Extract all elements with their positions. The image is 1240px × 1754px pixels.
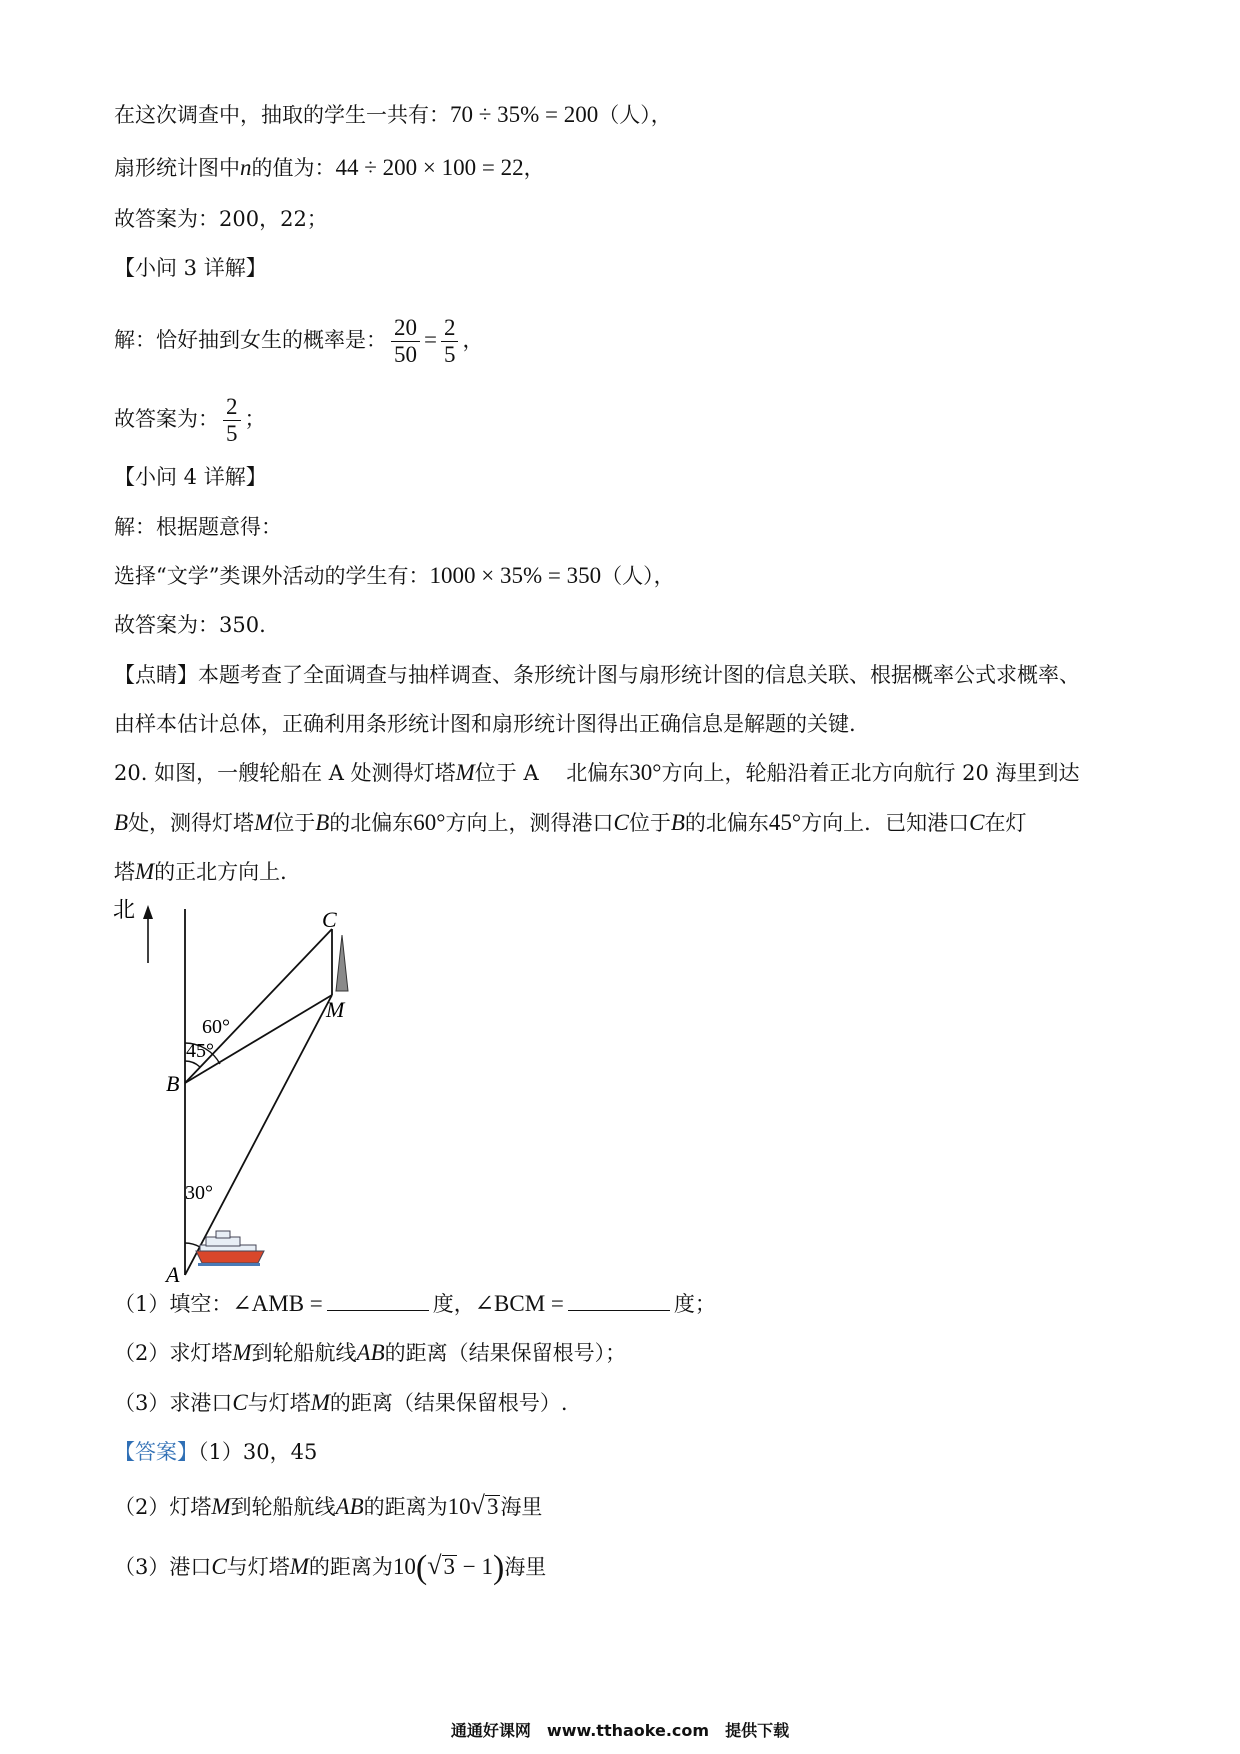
lighthouse-icon [336, 935, 348, 991]
answer-2: （2）灯塔M到轮船航线AB的距离为10√3海里 [114, 1491, 543, 1520]
question-3: （3）求港口C与灯塔M的距离（结果保留根号）. [114, 1390, 568, 1415]
north-arrow-icon [143, 905, 153, 919]
answer-blank-AMB[interactable] [327, 1290, 429, 1311]
answer-blank-BCM[interactable] [568, 1290, 670, 1311]
variable-n: n [240, 155, 252, 180]
line-comment-1: 【点睛】本题考查了全面调查与抽样调查、条形统计图与扇形统计图的信息关联、根据概率公式求概率、 [114, 663, 1080, 687]
fraction-2-5: $\frac{2}{5}$ [441, 315, 459, 368]
equation: 44 ÷ 200 × 100 = 22 [335, 155, 524, 180]
line-n-value: 扇形统计图中n的值为：44 ÷ 200 × 100 = 22， [114, 155, 545, 180]
line-BM [185, 995, 332, 1083]
sqrt-3: 3 [443, 1554, 455, 1579]
line-survey-total: 在这次调查中，抽取的学生一共有：70 ÷ 35% = 200（人）， [114, 102, 672, 127]
fraction-answer: $\frac{2}{5}$ [223, 394, 241, 447]
arc-30 [185, 1243, 200, 1247]
label-B: B [166, 1071, 180, 1096]
line-answer-2: 故答案为： $\frac{2}{5}$ ； [114, 394, 266, 446]
label-angle-45: 45° [186, 1040, 214, 1062]
section-heading-q3: 【小问 3 详解】 [114, 256, 267, 280]
sqrt-3: 3 [486, 1494, 499, 1519]
label-C: C [322, 907, 337, 932]
answer-1: 【答案】（1）30，45 [114, 1440, 318, 1464]
question-2: （2）求灯塔M到轮船航线AB的距离（结果保留根号）； [114, 1340, 627, 1365]
label-A: A [166, 1262, 180, 1283]
label-M: M [326, 997, 345, 1022]
fraction-20-50: $\frac{20}{50}$ [391, 315, 420, 368]
answer-tag: 【答案】 [114, 1440, 198, 1464]
equation: 70 ÷ 35% = 200 [450, 102, 599, 127]
line-answer-1: 故答案为：200，22； [114, 207, 328, 231]
north-label: 北 [113, 898, 136, 923]
line-comment-2: 由样本估计总体，正确利用条形统计图和扇形统计图得出正确信息是解题的关键. [114, 712, 856, 736]
problem-20-line-3: 塔M的正北方向上． [114, 859, 302, 884]
section-heading-q4: 【小问 4 详解】 [114, 465, 267, 489]
problem-20-line-1: 20. 如图，一艘轮船在 A 处测得灯塔M位于 A 北偏东30°方向上，轮船沿着正北方向航行 20 海里到达 [114, 760, 1080, 785]
label-angle-30: 30° [185, 1182, 213, 1204]
label-angle-60: 60° [202, 1016, 230, 1038]
problem-20-line-2: B处，测得灯塔M位于B的北偏东60°方向上，测得港口C位于B的北偏东45°方向上．已知港口C在灯 [114, 810, 1027, 835]
equation: 1000 × 35% = 350 [429, 563, 602, 588]
answer-3: （3）港口C与灯塔M的距离为10(√3 − 1)海里 [114, 1549, 547, 1586]
footer-source: 通通好课网 www.tthaoke.com 提供下载 [450, 1721, 790, 1740]
line-probability: 解：恰好抽到女生的概率是： $\frac{20}{50}$ = $\frac{2}{5}$ ， [114, 315, 484, 367]
line-literature-count: 选择“文学”类课外活动的学生有：1000 × 35% = 350（人）， [114, 563, 675, 588]
line-answer-3: 故答案为：350. [114, 613, 266, 637]
line-solution-intro: 解：根据题意得： [114, 515, 282, 539]
geometry-figure [100, 893, 380, 1283]
question-1: （1）填空：∠AMB = 度，∠BCM = 度； [114, 1291, 716, 1316]
